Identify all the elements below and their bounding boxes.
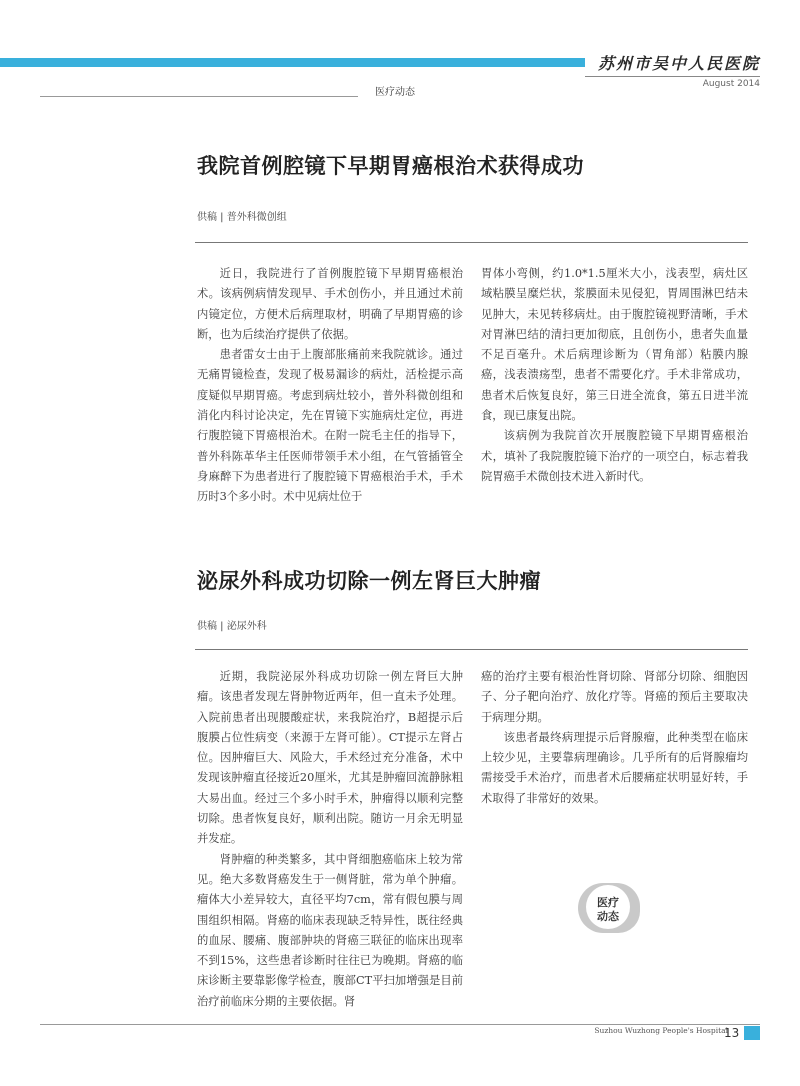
footer-hospital-name: Suzhou Wuzhong People's Hospital [594, 1026, 728, 1035]
section-label: 医疗动态 [375, 87, 415, 98]
paragraph: 近日，我院进行了首例腹腔镜下早期胃癌根治术。该病例病情发现早、手术创伤小，并且通过术前内镜定位，方便术后病理取材，明确了早期胃癌的诊断，也为后续治疗提供了依据。 [197, 267, 463, 341]
article-1-column-right [481, 264, 748, 487]
section-badge [578, 883, 640, 933]
paragraph: 该患者最终病理提示后肾腺瘤，此种类型在临床上较少见，主要靠病理确诊。几乎所有的后肾腺瘤均需接受手术治疗，而患者术后腰痛症状明显好转，手术取得了非常好的效果。 [481, 730, 748, 805]
paragraph: 该病例为我院首次开展腹腔镜下早期胃癌根治术，填补了我院腹腔镜下治疗的一项空白，标志着我院胃癌手术微创技术进入新时代。 [481, 429, 748, 483]
article-2-byline: 供稿 | 泌尿外科 [197, 621, 267, 632]
paragraph: 患者雷女士由于上腹部胀痛前来我院就诊。通过无痛胃镜检查，发现了极易漏诊的病灶，活检提示高度疑似早期胃癌。考虑到病灶较小，普外科微创组和消化内科讨论决定，先在胃镜下实施病灶定位，再进行腹腔镜下胃癌根治术。在附一院毛主任的指导下，普外科陈革华主任医师带领手术小组，在气管插管全身麻醉下为患者进行了腹腔镜下胃癌根治手术，手术历时3个多小时。术中见病灶位于 [197, 348, 463, 504]
article-1-title: 我院首例腔镜下早期胃癌根治术获得成功 [197, 154, 584, 178]
paragraph: 近期，我院泌尿外科成功切除一例左肾巨大肿瘤。该患者发现左肾肿物近两年，但一直未予处理。入院前患者出现腰酸症状，来我院治疗，B超提示后腹膜占位性病变（来源于左肾可能）。CT提示左肾占位。因肿瘤巨大、风险大，手术经过充分准备，术中发现该肿瘤直径接近20厘米，尤其是肿瘤回流静脉粗大易出血。经过三个多小时手术，肿瘤得以顺利完整切除。患者恢复良好，顺利出院。随访一月余无明显并发症。 [197, 670, 463, 846]
header-divider [585, 76, 760, 77]
section-divider [40, 96, 358, 97]
badge-line-2: 动态 [597, 910, 619, 923]
page-number: 13 [724, 1026, 740, 1040]
page-marker-bar [744, 1026, 760, 1040]
paragraph: 肾肿瘤的种类繁多，其中肾细胞癌临床上较为常见。绝大多数肾癌发生于一侧肾脏，常为单个肿瘤。瘤体大小差异较大，直径平均7cm，常有假包膜与周围组织相隔。肾癌的临床表现缺乏特异性，既往经典的血尿、腰痛、腹部肿块的肾癌三联征的临床出现率不到15%，这些患者诊断时往往已为晚期。肾癌的临床诊断主要靠影像学检查，腹部CT平扫加增强是目前治疗前临床分期的主要依据。肾 [197, 852, 463, 1008]
article-2-divider [195, 649, 748, 650]
header-accent-bar [0, 58, 585, 67]
article-1-column-left [197, 264, 463, 508]
badge-line-1: 医疗 [597, 896, 619, 909]
issue-date: August 2014 [702, 79, 760, 89]
article-2-column-left [197, 667, 463, 1012]
article-1-divider [195, 242, 748, 243]
paragraph: 胃体小弯侧，约1.0*1.5厘米大小，浅表型，病灶区域粘膜呈糜烂状，浆膜面未见侵犯，胃周围淋巴结未见肿大，未见转移病灶。由于腹腔镜视野清晰，手术对胃淋巴结的清扫更加彻底，且创伤小，患者失血量不足百毫升。术后病理诊断为（胃角部）粘膜内腺癌，浅表溃疡型，患者不需要化疗。手术非常成功，患者术后恢复良好，第三日进全流食，第五日进半流食，现已康复出院。 [481, 267, 748, 423]
hospital-brand-title: 苏州市吴中人民医院 [597, 54, 760, 73]
footer-divider [40, 1024, 760, 1025]
article-2-title: 泌尿外科成功切除一例左肾巨大肿瘤 [197, 569, 541, 593]
article-1-byline: 供稿 | 普外科微创组 [197, 212, 287, 223]
article-2-column-right [481, 667, 748, 809]
paragraph: 癌的治疗主要有根治性肾切除、肾部分切除、细胞因子、分子靶向治疗、放化疗等。肾癌的预后主要取决于病理分期。 [481, 670, 748, 724]
